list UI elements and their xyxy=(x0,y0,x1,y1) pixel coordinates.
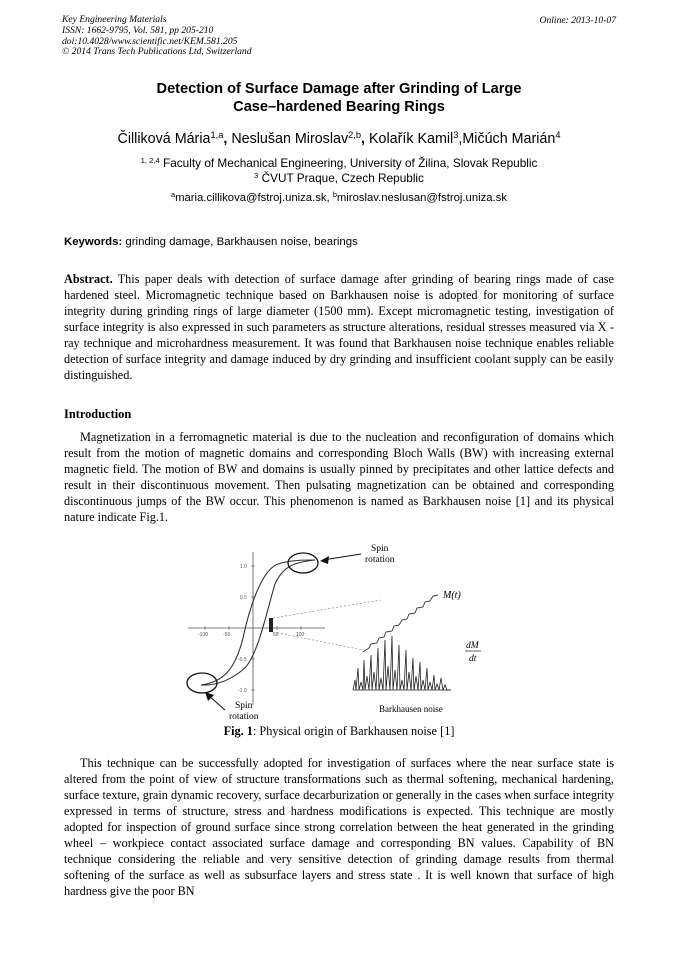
magnetization-curve xyxy=(363,595,438,652)
intro-paragraph-2: This technique can be successfully adopted for investigation of surfaces where the near surface state is altered from the point of view of structure transformations such as thermal softening, mechanical hardening, surface texture, grain dynamic recovery, surface decarburization or generally in the cases when surface integrity expressed in terms of structure, stress and hardness modifications is expected. This technique are mostly adopted for inspection of ground surface since strong correlation between the heat generated in the grinding wheel – workpiece contact associated surface damage and corresponding BN values. Capability of BN technique considering the reliable and very sensitive detection of grinding damage results from thermal softening of the surface as well as subsurface layers and stress state . It is well known that surface of high hardness give the poor BN xyxy=(64,756,614,898)
affiliation-sup: 3 xyxy=(254,170,259,180)
tick-label-x: -100 xyxy=(198,632,209,638)
barkhausen-noise-signal xyxy=(353,636,451,690)
author-sup: 3 xyxy=(453,129,459,140)
email-address[interactable]: miroslav.neslusan@fstroj.uniza.sk xyxy=(336,192,507,204)
affiliation-line: $^3$ ČVUT Praque, Czech Republic xyxy=(254,170,424,185)
journal-metadata xyxy=(62,15,252,58)
barkhausen-noise-label: Barkhausen noise xyxy=(379,704,443,714)
author-sup: 2,b xyxy=(348,129,362,140)
tick-label-y: 1.0 xyxy=(240,564,247,570)
author-sup: 1,a xyxy=(210,129,224,140)
affiliation-sup: 1, 2,4 xyxy=(140,155,160,165)
spin-ellipse-top xyxy=(288,553,318,573)
issn-line: ISSN: 1662-9795, Vol. 581, pp 205-210 xyxy=(62,24,214,36)
intro-paragraph-1: Magnetization in a ferromagnetic material is due to the nucleation and reconfiguration of domains which result from the motion of magnetic domains and corresponding Bloch Walls (BW) with increasing external magnetic field. The motion of BW and domains is usually pinned by precipitates and other lattice defects and result in their discontinuous movement. Then pulsating magnetization can be obtained and corresponding discontinuous jumps of the BW occur. This phenomenon is named as Barkhausen noise [1] and its physical nature indicate Fig.1. xyxy=(64,430,614,524)
email-address[interactable]: maria.cillikova@fstroj.uniza.sk, xyxy=(175,192,330,204)
title-line-1: Detection of Surface Damage after Grinding of Large xyxy=(156,81,522,97)
keywords xyxy=(64,236,358,248)
affiliation-line: $^{1, 2,4}$ Faculty of Mechanical Engineering, University of Žilina, Slovak Republic xyxy=(140,155,538,170)
spin-label-top-2: rotation xyxy=(365,555,395,565)
figure-caption xyxy=(0,724,678,739)
tick-label-y: -1.0 xyxy=(238,688,247,694)
section-heading-introduction: Introduction xyxy=(64,407,132,421)
tick-label-x: 100 xyxy=(296,632,305,638)
tick-label-x: 50 xyxy=(273,632,279,638)
figure-barkhausen-origin xyxy=(183,540,503,723)
spin-label-bottom-1: Spin xyxy=(235,701,253,711)
journal-name: Key Engineering Materials xyxy=(62,14,167,25)
abstract-label: Abstract. xyxy=(64,272,113,286)
title-line-2: Case–hardened Bearing Rings xyxy=(233,99,445,115)
dm-numerator: dM xyxy=(466,641,479,651)
spin-label-bottom-2: rotation xyxy=(229,712,259,722)
author-list: Čilliková Mária$^{1,a}$, Neslušan Miroslav$^{2,b}$, Kolařík Kamil$^3$,Mičúch Marián$^4$ xyxy=(117,129,561,147)
author-emails: $^a$maria.cillikova@fstroj.uniza.sk, $^b$miroslav.neslusan@fstroj.uniza.sk xyxy=(170,189,507,204)
tick-label-y: 0.5 xyxy=(240,595,247,601)
author-name: Neslušan Miroslav xyxy=(231,131,349,147)
hysteresis-lower-branch xyxy=(201,560,315,685)
m-of-t-label: M(t) xyxy=(443,590,461,601)
spin-ellipse-bottom xyxy=(187,673,217,693)
author-name: Mičúch Marián xyxy=(462,131,556,147)
copyright-line: © 2014 Trans Tech Publications Ltd, Switzerland xyxy=(62,46,252,58)
author-name: Čilliková Mária xyxy=(117,131,211,147)
keywords-text: grinding damage, Barkhausen noise, bearings xyxy=(125,236,358,248)
author-name: Kolařík Kamil xyxy=(368,131,454,147)
affiliations xyxy=(0,156,678,185)
author-sup: 4 xyxy=(555,129,561,140)
keywords-label: Keywords: xyxy=(64,236,123,248)
tick-label-x: -50 xyxy=(223,632,231,638)
spin-label-top-1: Spin xyxy=(371,544,389,554)
figure-caption-label: Fig. 1 xyxy=(223,724,253,738)
abstract xyxy=(64,272,614,384)
abstract-text: This paper deals with detection of surface damage after grinding of bearing rings made of case hardened steel. Micromagnetic technique based on Barkhausen noise is adopted for monitoring of surface integrity during grinding rings of large diameter (1500 mm). Except micromagnetic testing, investigation of surface integrity is also expressed in such parameters as structure alterations, residual stresses measured via X - ray technique and microhardness measurement. It was found that Barkhausen noise technique enables reliable detection of surface integrity and damage induced by dry grinding and insufficient coolant supply can be easily distinguished. xyxy=(64,272,614,382)
dm-denominator: dt xyxy=(469,654,477,664)
figure-caption-text: : Physical origin of Barkhausen noise [1] xyxy=(252,724,455,738)
paper-title xyxy=(0,80,678,116)
tick-label-y: -0.5 xyxy=(238,657,247,663)
hysteresis-upper-branch xyxy=(201,560,315,685)
doi-line: doi:10.4028/www.scientific.net/KEM.581.205 xyxy=(62,35,238,47)
zoom-marker xyxy=(269,618,273,632)
online-date: Online: 2013-10-07 xyxy=(539,15,616,26)
